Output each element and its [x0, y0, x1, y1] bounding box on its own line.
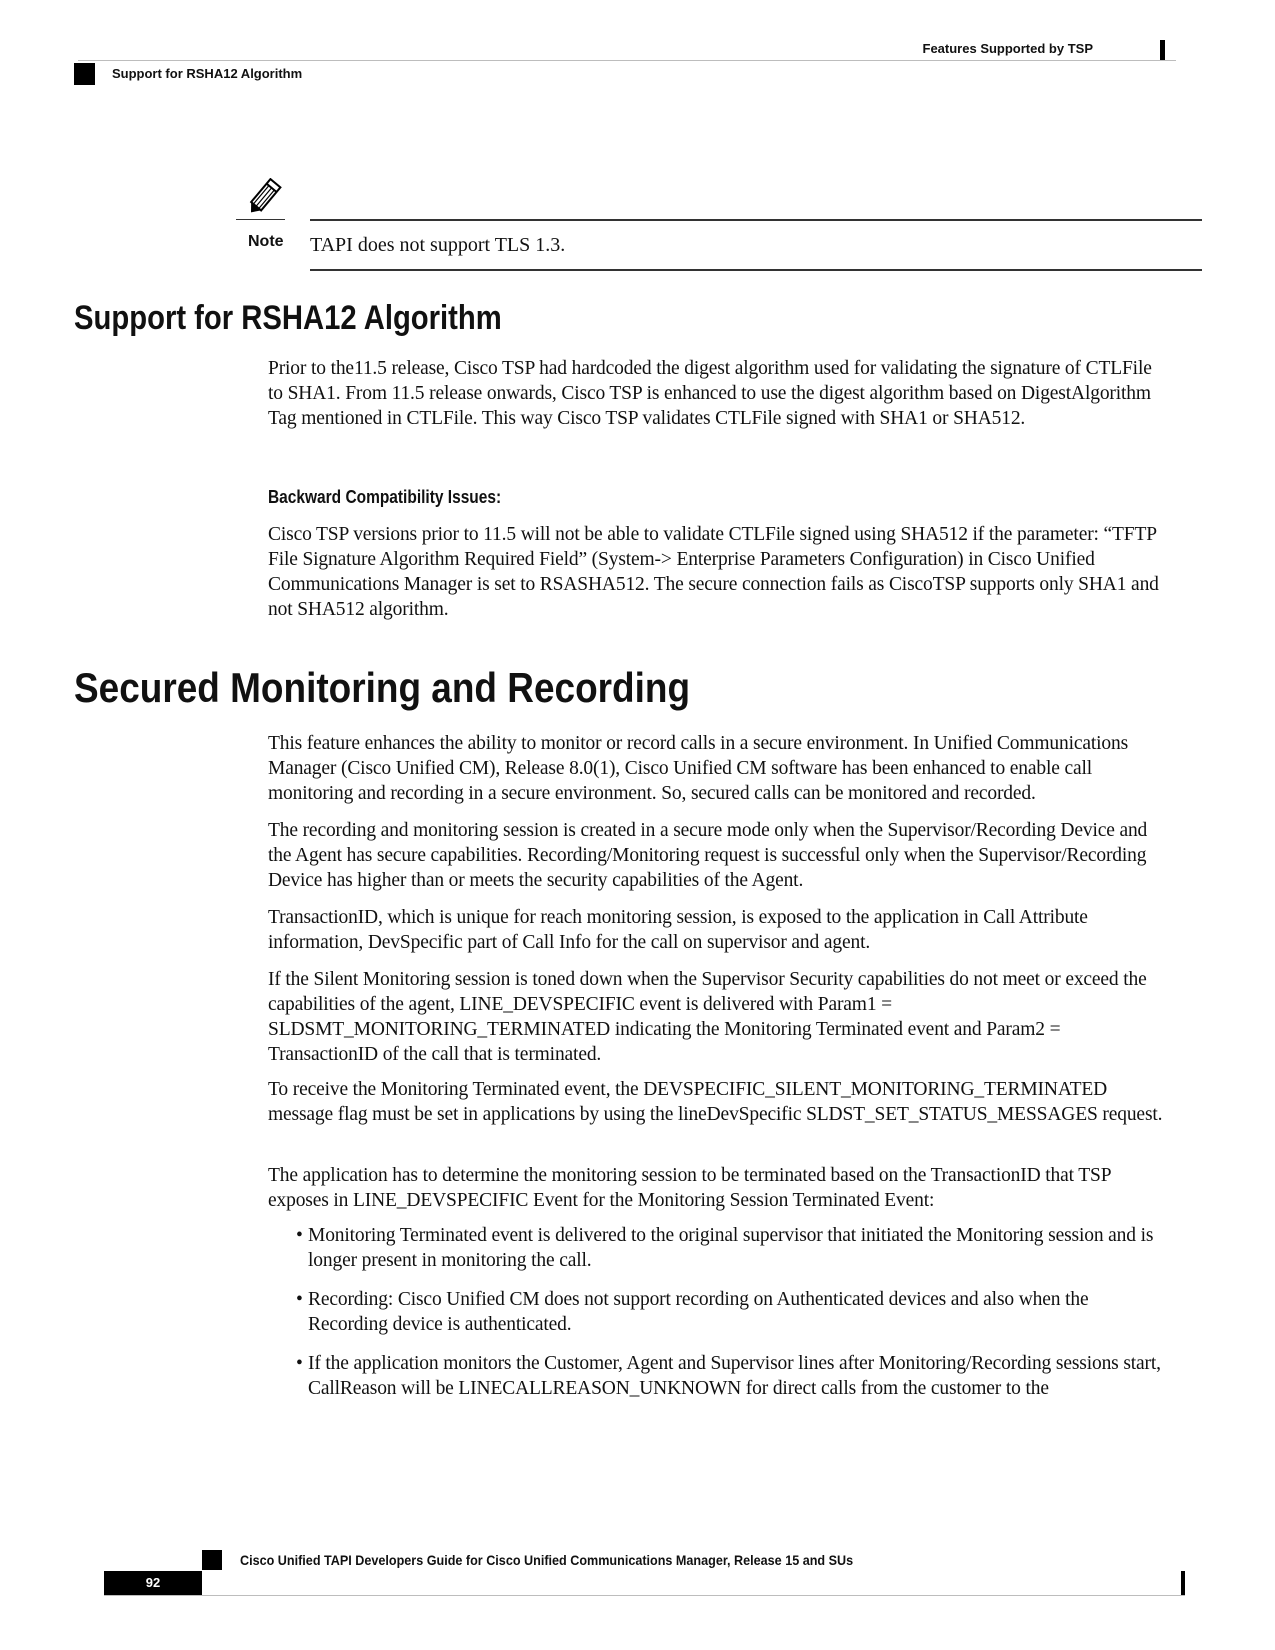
section-title: Support for RSHA12 Algorithm — [112, 66, 303, 81]
note-icon-rule — [236, 219, 285, 220]
secured-paragraph-2: The recording and monitoring session is created in a secure mode only when the Supervisor/Recording Device and the Agent has secure capabilities. Recording/Monitoring request is successful only when the Supervisor/Recording Device has higher than or meets the security capabilities of the Agent. — [268, 820, 1148, 891]
note-label: Note — [248, 233, 284, 250]
header-section-marker — [74, 63, 95, 85]
subheading-backward-compatibility: Backward Compatibility Issues: — [268, 487, 502, 507]
note-top-rule — [310, 219, 1202, 221]
bullet-text: If the application monitors the Customer, Agent and Supervisor lines after Monitoring/Recording sessions start, CallReason will be LINECALLREASON_UNKNOWN for direct calls from the customer to the — [308, 1353, 1161, 1399]
secured-paragraph-1: This feature enhances the ability to monitor or record calls in a secure environment. In Unified Communications Manager (Cisco Unified CM), Release 8.0(1), Cisco Unified CM software has been enhanced to enable call monitoring and recording in a secure environment. So, secured calls can be monitored and recorded. — [268, 733, 1129, 804]
page-number: 92 — [104, 1571, 202, 1595]
footer-marker — [202, 1550, 222, 1570]
footer-marker-bar — [1181, 1571, 1185, 1595]
secured-paragraph-4: If the Silent Monitoring session is toned down when the Supervisor Security capabilities do not meet or exceed the capabilities of the agent, LINE_DEVSPECIFIC event is delivered with Param1 = SLDSMT_MONITORING_TERMINATED indicating the Monitoring Terminated event and Param2 = TransactionID of the call that is terminated. — [268, 969, 1147, 1065]
footer-book-title: Cisco Unified TAPI Developers Guide for Cisco Unified Communications Manager, Release 15 and SUs — [240, 1552, 854, 1568]
backward-compatibility-paragraph: Cisco TSP versions prior to 11.5 will not be able to validate CTLFile signed using SHA512 if the parameter: “TFTP File Signature Algorithm Required Field” (System-> Enterprise Parameters Configuration) in Cisco Unified Communications Manager is set to RSASHA512. The secure connection fails as CiscoTSP supports only SHA1 and not SHA512 algorithm. — [268, 524, 1159, 620]
secured-paragraph-3: TransactionID, which is unique for reach monitoring session, is exposed to the application in Call Attribute information, DevSpecific part of Call Info for the call on supervisor and agent. — [268, 907, 1088, 953]
list-item: • If the application monitors the Customer, Agent and Supervisor lines after Monitoring/Recording sessions start, CallReason will be LINECALLREASON_UNKNOWN for direct calls from the customer to the — [296, 1353, 1161, 1399]
list-item: • Recording: Cisco Unified CM does not support recording on Authenticated devices and also when the Recording device is authenticated. — [296, 1289, 1089, 1335]
bullet-text: Monitoring Terminated event is delivered to the original supervisor that initiated the Monitoring session and is longer present in monitoring the call. — [308, 1225, 1154, 1271]
bullet-text: Recording: Cisco Unified CM does not support recording on Authenticated devices and also when the Recording device is authenticated. — [308, 1289, 1089, 1335]
secured-paragraph-5: To receive the Monitoring Terminated event, the DEVSPECIFIC_SILENT_MONITORING_TERMINATED message flag must be set in applications by using the lineDevSpecific SLDST_SET_STATUS_MESSAGES request. — [268, 1079, 1163, 1125]
header-marker-bar — [1160, 40, 1165, 60]
heading-rsha12: Support for RSHA12 Algorithm — [74, 299, 502, 337]
chapter-title: Features Supported by TSP — [922, 41, 1093, 56]
pencil-icon — [243, 178, 287, 218]
secured-bullet-list — [296, 1223, 1166, 1415]
secured-paragraph-6: The application has to determine the monitoring session to be terminated based on the TransactionID that TSP exposes in LINE_DEVSPECIFIC Event for the Monitoring Session Terminated Event: — [268, 1165, 1111, 1211]
list-item: • Monitoring Terminated event is delivered to the original supervisor that initiated the Monitoring session and is longer present in monitoring the call. — [296, 1225, 1154, 1271]
rsha12-intro-paragraph: Prior to the11.5 release, Cisco TSP had hardcoded the digest algorithm used for validating the signature of CTLFile to SHA1. From 11.5 release onwards, Cisco TSP is enhanced to use the digest algorithm based on DigestAlgorithm Tag mentioned in CTLFile. This way Cisco TSP validates CTLFile signed with SHA1 or SHA512. — [268, 358, 1152, 429]
heading-secured-monitoring: Secured Monitoring and Recording — [74, 664, 691, 711]
header-divider — [78, 60, 1176, 61]
footer-divider — [104, 1595, 1185, 1596]
note-text: TAPI does not support TLS 1.3. — [310, 234, 566, 256]
note-bottom-rule — [310, 269, 1202, 271]
